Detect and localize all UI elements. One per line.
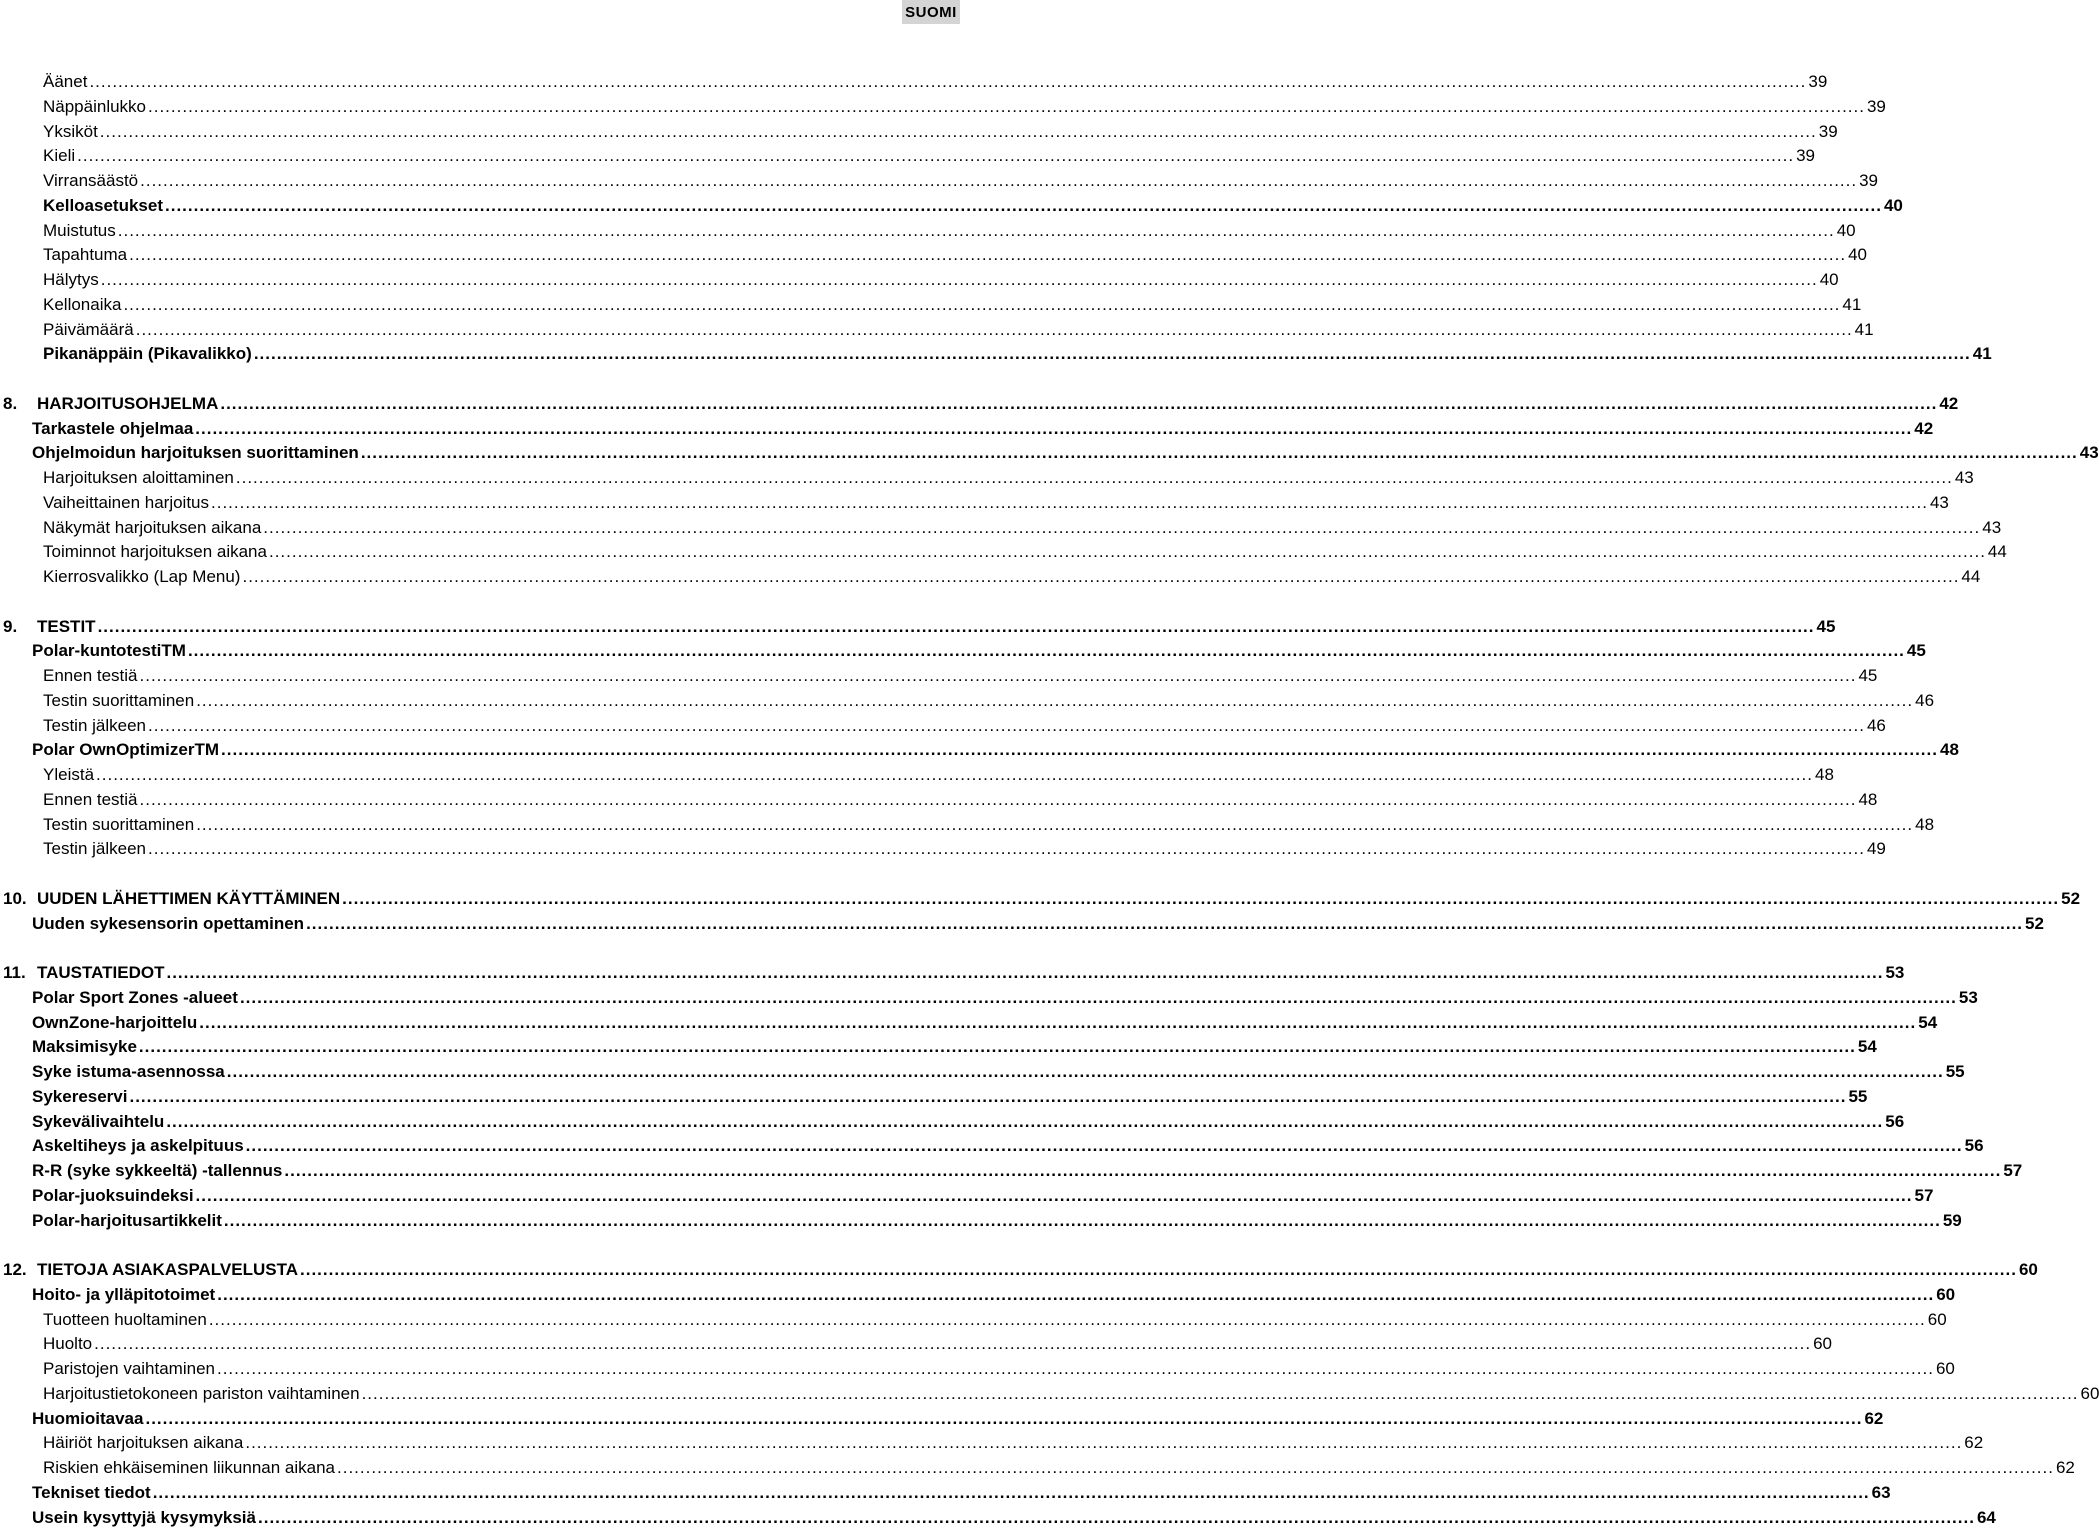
toc-page-number: 41 xyxy=(1972,344,1992,364)
toc-chapter[interactable] xyxy=(3,615,1836,639)
toc-title: Näkymät harjoituksen aikana xyxy=(43,517,262,537)
toc-leader-dots: ............................................................................................................................................................................................................................................................................................................ xyxy=(217,1284,1935,1304)
toc-title: Häiriöt harjoituksen aikana xyxy=(43,1433,244,1453)
toc-title: R-R (syke sykkeeltä) -tallennus xyxy=(32,1161,283,1180)
toc-leader-dots: ............................................................................................................................................................................................................................................................................................................ xyxy=(129,1086,1847,1106)
toc-leader-dots: ............................................................................................................................................................................................................................................................................................................ xyxy=(148,96,1865,116)
toc-entry[interactable] xyxy=(43,243,1867,267)
toc-leader-dots: ............................................................................................................................................................................................................................................................................................................ xyxy=(263,517,1981,537)
toc-entry[interactable] xyxy=(32,1060,1965,1084)
toc-leader-dots: ............................................................................................................................................................................................................................................................................................................ xyxy=(145,1408,1863,1428)
toc-title: Yleistä xyxy=(43,765,95,784)
toc-page-number: 45 xyxy=(1858,666,1878,685)
toc-page-number: 41 xyxy=(1854,319,1874,339)
toc-leader-dots: ............................................................................................................................................................................................................................................................................................................ xyxy=(196,690,1914,710)
toc-chapter[interactable] xyxy=(3,1258,2038,1282)
toc-entry[interactable] xyxy=(43,219,1856,243)
toc-entry[interactable] xyxy=(43,1431,1984,1455)
toc-page-number: 60 xyxy=(1813,1334,1833,1354)
toc-leader-dots: ............................................................................................................................................................................................................................................................................................................ xyxy=(148,839,1865,859)
toc-entry[interactable] xyxy=(43,813,1935,837)
toc-page-number: 42 xyxy=(1914,418,1934,438)
toc-title: TIETOJA ASIAKASPALVELUSTA xyxy=(37,1260,299,1279)
toc-page-number: 40 xyxy=(1836,220,1856,240)
toc-entry[interactable] xyxy=(32,1110,1905,1134)
toc-entry[interactable] xyxy=(32,441,2099,465)
toc-entry[interactable] xyxy=(43,70,1828,94)
toc-entry[interactable] xyxy=(43,837,1886,861)
toc-leader-dots: ............................................................................................................................................................................................................................................................................................................ xyxy=(342,888,2060,908)
toc-title: Yksiköt xyxy=(43,121,98,141)
toc-leader-dots: ............................................................................................................................................................................................................................................................................................................ xyxy=(258,1507,1975,1527)
toc-leader-dots: ............................................................................................................................................................................................................................................................................................................ xyxy=(245,1433,1963,1453)
toc-page-number: 41 xyxy=(1842,294,1862,314)
toc-entry[interactable] xyxy=(43,466,1974,490)
toc-page-number: 44 xyxy=(1987,542,2007,562)
toc-entry[interactable] xyxy=(43,1308,1947,1332)
toc-page-number: 53 xyxy=(1885,963,1905,982)
toc-title: Syke istuma-asennossa xyxy=(32,1062,225,1081)
toc-page-number: 48 xyxy=(1858,789,1878,809)
toc-title: Harjoitustietokoneen pariston vaihtaminen xyxy=(43,1383,360,1403)
toc-title: Muistutus xyxy=(43,220,116,240)
toc-leader-dots: ............................................................................................................................................................................................................................................................................................................ xyxy=(208,1309,1926,1329)
toc-entry[interactable] xyxy=(43,689,1935,713)
toc-title: Toiminnot harjoituksen aikana xyxy=(43,542,267,562)
toc-title: Polar-harjoitusartikkelit xyxy=(32,1210,222,1230)
toc-page-number: 39 xyxy=(1796,146,1815,166)
toc-page-number: 39 xyxy=(1859,171,1879,190)
toc-title: Hoito- ja ylläpitotoimet xyxy=(32,1284,216,1304)
toc-title: Huomioitavaa xyxy=(32,1408,144,1428)
toc-page-number: 52 xyxy=(2025,913,2044,933)
toc-page-number: 60 xyxy=(2018,1260,2038,1279)
toc-page-number: 62 xyxy=(1864,1408,1884,1428)
toc-entry[interactable] xyxy=(32,639,1926,663)
toc-page-number: 52 xyxy=(2061,888,2081,908)
toc-page-number: 55 xyxy=(1848,1086,1868,1106)
toc-entry[interactable] xyxy=(32,1506,1996,1530)
toc-entry[interactable] xyxy=(43,342,1992,366)
toc-title: Testin jälkeen xyxy=(43,715,147,735)
toc-leader-dots: ............................................................................................................................................................................................................................................................................................................ xyxy=(239,987,1957,1007)
toc-title: Testin suorittaminen xyxy=(43,814,195,834)
toc-entry[interactable] xyxy=(32,1035,1877,1059)
toc-page-number: 57 xyxy=(1914,1185,1934,1205)
toc-chapter-number: 9. xyxy=(3,616,18,636)
toc-leader-dots: ............................................................................................................................................................................................................................................................................................................ xyxy=(268,542,1986,562)
toc-leader-dots: ............................................................................................................................................................................................................................................................................................................ xyxy=(216,1359,1934,1378)
toc-leader-dots: ............................................................................................................................................................................................................................................................................................................ xyxy=(211,492,1928,512)
toc-chapter-number: 8. xyxy=(3,393,18,413)
toc-title: Polar-juoksuindeksi xyxy=(32,1185,194,1205)
toc-title: Uuden sykesensorin opettaminen xyxy=(32,913,305,933)
toc-page-number: 60 xyxy=(2080,1383,2099,1403)
toc-page-number: 63 xyxy=(1871,1482,1891,1502)
toc-leader-dots: ............................................................................................................................................................................................................................................................................................................ xyxy=(166,1111,1884,1131)
toc-leader-dots: ............................................................................................................................................................................................................................................................................................................ xyxy=(140,171,1858,190)
toc-page-number: 40 xyxy=(1848,245,1867,265)
toc-page-number: 39 xyxy=(1818,121,1838,141)
toc-chapter-number: 11. xyxy=(3,963,26,982)
toc-entry[interactable] xyxy=(32,1407,1884,1431)
toc-leader-dots: ............................................................................................................................................................................................................................................................................................................ xyxy=(152,1482,1870,1502)
toc-entry[interactable] xyxy=(43,788,1878,812)
toc-entry[interactable] xyxy=(43,95,1886,119)
toc-leader-dots: ............................................................................................................................................................................................................................................................................................................ xyxy=(220,393,1938,413)
toc-title: Kierrosvalikko (Lap Menu) xyxy=(43,567,241,586)
toc-page-number: 54 xyxy=(1918,1012,1938,1032)
toc-leader-dots: ............................................................................................................................................................................................................................................................................................................ xyxy=(96,765,1813,784)
toc-entry[interactable] xyxy=(32,1184,1934,1208)
toc-entry[interactable] xyxy=(43,664,1878,688)
toc-entry[interactable] xyxy=(43,540,2007,564)
toc-leader-dots: ............................................................................................................................................................................................................................................................................................................ xyxy=(165,195,1882,215)
toc-page-number: 40 xyxy=(1819,270,1839,289)
toc-leader-dots: ............................................................................................................................................................................................................................................................................................................ xyxy=(166,963,1884,982)
toc-page-number: 45 xyxy=(1816,616,1836,636)
toc-leader-dots: ............................................................................................................................................................................................................................................................................................................ xyxy=(195,418,1913,438)
toc-leader-dots: ............................................................................................................................................................................................................................................................................................................ xyxy=(99,121,1817,141)
toc-chapter[interactable] xyxy=(3,961,1905,985)
toc-page-number: 48 xyxy=(1915,814,1935,834)
toc-entry[interactable] xyxy=(43,763,1834,787)
toc-leader-dots: ............................................................................................................................................................................................................................................................................................................ xyxy=(196,814,1914,834)
toc-title: UUDEN LÄHETTIMEN KÄYTTÄMINEN xyxy=(37,888,341,908)
toc-title: HARJOITUSOHJELMA xyxy=(37,393,219,413)
toc-page-number: 54 xyxy=(1857,1037,1877,1057)
toc-leader-dots: ............................................................................................................................................................................................................................................................................................................ xyxy=(242,567,1960,586)
toc-title: Huolto xyxy=(43,1334,93,1354)
toc-entry[interactable] xyxy=(43,318,1874,342)
toc-entry[interactable] xyxy=(43,491,1949,515)
toc-page-number: 48 xyxy=(1814,765,1834,784)
toc-title: Sykereservi xyxy=(32,1086,128,1106)
toc-page-number: 62 xyxy=(2055,1458,2075,1477)
toc-title: Hälytys xyxy=(43,270,99,289)
toc-entry[interactable] xyxy=(43,194,1903,218)
toc-leader-dots: ............................................................................................................................................................................................................................................................................................................ xyxy=(138,1037,1856,1057)
toc-leader-dots: ............................................................................................................................................................................................................................................................................................................ xyxy=(221,740,1938,760)
toc-title: OwnZone-harjoittelu xyxy=(32,1012,198,1032)
toc-page-number: 62 xyxy=(1964,1433,1984,1453)
toc-entry[interactable] xyxy=(43,268,1839,292)
toc-entry[interactable] xyxy=(32,1209,1962,1233)
toc-entry[interactable] xyxy=(32,738,1959,762)
toc-chapter[interactable] xyxy=(3,887,2081,911)
toc-title: TESTIT xyxy=(37,616,96,636)
toc-page-number: 43 xyxy=(1982,517,2002,537)
toc-title: Riskien ehkäiseminen liikunnan aikana xyxy=(43,1458,336,1477)
toc-leader-dots: ............................................................................................................................................................................................................................................................................................................ xyxy=(94,1334,1812,1354)
toc-entry[interactable] xyxy=(32,1011,1938,1035)
toc-entry[interactable] xyxy=(32,1283,1956,1307)
toc-title: Näppäinlukko xyxy=(43,96,147,116)
toc-entry[interactable] xyxy=(43,144,1815,168)
toc-title: Tuotteen huoltaminen xyxy=(43,1309,207,1329)
toc-title: Polar OwnOptimizerTM xyxy=(32,740,220,760)
toc-page-number: 40 xyxy=(1883,195,1903,215)
toc-entry[interactable] xyxy=(43,1382,2099,1406)
toc-leader-dots: ............................................................................................................................................................................................................................................................................................................ xyxy=(77,146,1795,166)
toc-entry[interactable] xyxy=(32,986,1978,1010)
toc-chapter[interactable] xyxy=(3,392,1959,416)
toc-leader-dots: ............................................................................................................................................................................................................................................................................................................ xyxy=(300,1260,2017,1279)
toc-entry[interactable] xyxy=(43,1456,2075,1480)
toc-leader-dots: ............................................................................................................................................................................................................................................................................................................ xyxy=(129,245,1847,265)
toc-leader-dots: ............................................................................................................................................................................................................................................................................................................ xyxy=(148,715,1865,735)
toc-title: Sykevälivaihtelu xyxy=(32,1111,165,1131)
toc-title: Maksimisyke xyxy=(32,1037,137,1057)
toc-leader-dots: ............................................................................................................................................................................................................................................................................................................ xyxy=(360,443,2078,463)
toc-leader-dots: ............................................................................................................................................................................................................................................................................................................ xyxy=(306,913,2024,933)
toc-entry[interactable] xyxy=(43,169,1879,193)
toc-entry[interactable] xyxy=(43,293,1862,317)
toc-page-number: 56 xyxy=(1964,1136,1984,1156)
toc-title: Ohjelmoidun harjoituksen suorittaminen xyxy=(32,443,359,463)
toc-leader-dots: ............................................................................................................................................................................................................................................................................................................ xyxy=(135,319,1853,339)
toc-page-number: 43 xyxy=(1929,492,1949,512)
toc-title: Tapahtuma xyxy=(43,245,128,265)
toc-title: Päivämäärä xyxy=(43,319,134,339)
toc-entry[interactable] xyxy=(43,1332,1833,1356)
toc-leader-dots: ............................................................................................................................................................................................................................................................................................................ xyxy=(223,1210,1941,1230)
toc-leader-dots: ............................................................................................................................................................................................................................................................................................................ xyxy=(253,344,1971,364)
toc-page-number: 49 xyxy=(1866,839,1886,859)
toc-title: Usein kysyttyjä kysymyksiä xyxy=(32,1507,256,1527)
toc-chapter-number: 10. xyxy=(3,888,27,908)
toc-page-number: 60 xyxy=(1936,1284,1956,1304)
toc-title: TAUSTATIEDOT xyxy=(37,963,165,982)
toc-leader-dots: ............................................................................................................................................................................................................................................................................................................ xyxy=(226,1062,1944,1081)
toc-entry[interactable] xyxy=(43,714,1886,738)
toc-entry[interactable] xyxy=(32,1134,1984,1158)
toc-title: Vaiheittainen harjoitus xyxy=(43,492,210,512)
toc-title: Kellonaika xyxy=(43,294,122,314)
toc-title: Tekniset tiedot xyxy=(32,1482,151,1502)
toc-page-number: 57 xyxy=(2003,1161,2023,1180)
toc-title: Kieli xyxy=(43,146,76,166)
toc-page-number: 43 xyxy=(1954,468,1974,487)
toc-page-number: 64 xyxy=(1976,1507,1996,1527)
toc-page-number: 56 xyxy=(1885,1111,1905,1131)
toc-leader-dots: ............................................................................................................................................................................................................................................................................................................ xyxy=(139,789,1857,809)
toc-title: Ennen testiä xyxy=(43,789,138,809)
toc-leader-dots: ............................................................................................................................................................................................................................................................................................................ xyxy=(89,72,1807,91)
toc-leader-dots: ............................................................................................................................................................................................................................................................................................................ xyxy=(123,294,1841,314)
toc-entry[interactable] xyxy=(32,1085,1868,1109)
toc-title: Polar Sport Zones -alueet xyxy=(32,987,238,1007)
toc-title: Kelloasetukset xyxy=(43,195,163,215)
toc-title: Tarkastele ohjelmaa xyxy=(32,418,194,438)
toc-leader-dots: ............................................................................................................................................................................................................................................................................................................ xyxy=(97,616,1815,636)
toc-leader-dots: ............................................................................................................................................................................................................................................................................................................ xyxy=(284,1161,2002,1180)
toc-entry[interactable] xyxy=(32,417,1934,441)
toc-page-number: 39 xyxy=(1808,72,1828,91)
toc-title: Askeltiheys ja askelpituus xyxy=(32,1136,244,1156)
toc-entry[interactable] xyxy=(32,1481,1891,1505)
toc-leader-dots: ............................................................................................................................................................................................................................................................................................................ xyxy=(100,270,1818,289)
toc-page-number: 53 xyxy=(1958,987,1978,1007)
toc-leader-dots: ............................................................................................................................................................................................................................................................................................................ xyxy=(235,468,1953,487)
toc-page-number: 55 xyxy=(1945,1062,1965,1081)
toc-leader-dots: ............................................................................................................................................................................................................................................................................................................ xyxy=(187,641,1905,661)
toc-title: Paristojen vaihtaminen xyxy=(43,1359,215,1378)
toc-entry[interactable] xyxy=(43,516,2002,540)
toc-title: Ennen testiä xyxy=(43,666,138,685)
toc-page-number: 48 xyxy=(1939,740,1959,760)
toc-leader-dots: ............................................................................................................................................................................................................................................................................................................ xyxy=(245,1136,1963,1156)
toc-page-number: 44 xyxy=(1961,567,1981,586)
language-label: SUOMI xyxy=(905,3,957,21)
toc-page-number: 59 xyxy=(1942,1210,1962,1230)
toc-page-number: 43 xyxy=(2079,443,2099,463)
toc-page-number: 46 xyxy=(1915,690,1935,710)
toc-entry[interactable] xyxy=(43,565,1981,589)
toc-leader-dots: ............................................................................................................................................................................................................................................................................................................ xyxy=(117,220,1835,240)
toc-leader-dots: ............................................................................................................................................................................................................................................................................................................ xyxy=(139,666,1857,685)
toc-leader-dots: ............................................................................................................................................................................................................................................................................................................ xyxy=(337,1458,2054,1477)
toc-title: Pikanäppäin (Pikavalikko) xyxy=(43,344,252,364)
toc-page-number: 45 xyxy=(1906,641,1926,661)
toc-leader-dots: ............................................................................................................................................................................................................................................................................................................ xyxy=(199,1012,1917,1032)
toc-entry[interactable] xyxy=(32,912,2044,936)
toc-leader-dots: ............................................................................................................................................................................................................................................................................................................ xyxy=(361,1383,2079,1403)
toc-title: Polar-kuntotestiTM xyxy=(32,641,186,661)
language-tab xyxy=(902,0,960,24)
toc-title: Testin suorittaminen xyxy=(43,690,195,710)
toc-entry[interactable] xyxy=(32,1159,2023,1183)
toc-title: Testin jälkeen xyxy=(43,839,147,859)
toc-chapter-number: 12. xyxy=(3,1260,27,1279)
toc-entry[interactable] xyxy=(43,120,1838,144)
toc-leader-dots: ............................................................................................................................................................................................................................................................................................................ xyxy=(195,1185,1913,1205)
toc-page-number: 46 xyxy=(1866,715,1886,735)
toc-page-number: 42 xyxy=(1939,393,1959,413)
toc-title: Virransäästö xyxy=(43,171,139,190)
toc-page-number: 60 xyxy=(1935,1359,1955,1378)
toc-page-number: 39 xyxy=(1866,96,1886,116)
toc-title: Äänet xyxy=(43,72,88,91)
toc-entry[interactable] xyxy=(43,1357,1955,1381)
toc-title: Harjoituksen aloittaminen xyxy=(43,468,234,487)
toc-page-number: 60 xyxy=(1927,1309,1947,1329)
